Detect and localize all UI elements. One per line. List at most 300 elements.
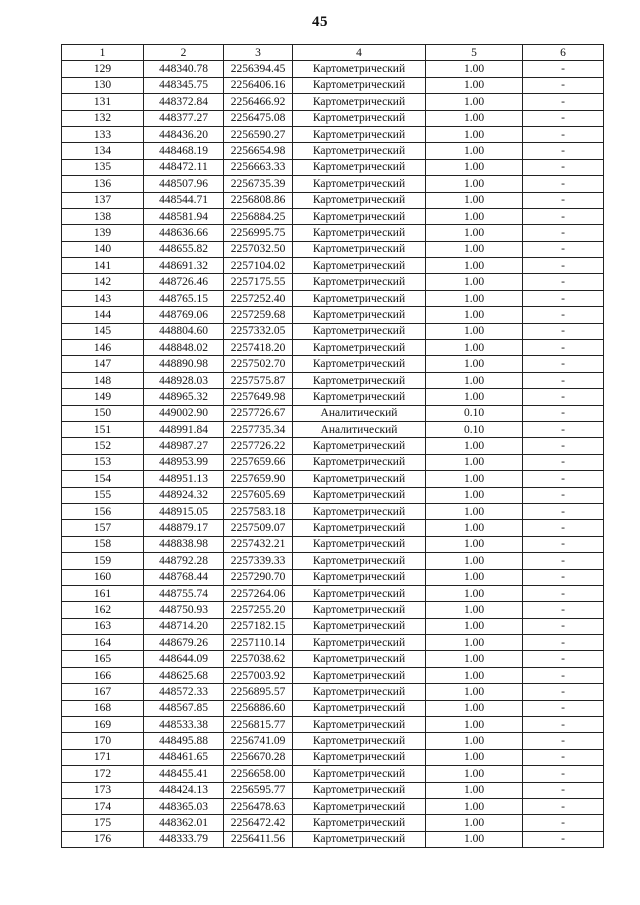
x-coordinate-cell: 448345.75 — [144, 77, 224, 93]
x-coordinate-cell: 448987.27 — [144, 438, 224, 454]
accuracy-cell: 1.00 — [426, 225, 523, 241]
description-cell: - — [523, 143, 604, 159]
method-cell: Картометрический — [293, 585, 426, 601]
y-coordinate-cell: 2256995.75 — [224, 225, 293, 241]
y-coordinate-cell: 2256658.00 — [224, 766, 293, 782]
accuracy-cell: 1.00 — [426, 438, 523, 454]
y-coordinate-cell: 2257290.70 — [224, 569, 293, 585]
description-cell: - — [523, 717, 604, 733]
y-coordinate-cell: 2257502.70 — [224, 356, 293, 372]
accuracy-cell: 1.00 — [426, 585, 523, 601]
y-coordinate-cell: 2257735.34 — [224, 421, 293, 437]
x-coordinate-cell: 448924.32 — [144, 487, 224, 503]
x-coordinate-cell: 448890.98 — [144, 356, 224, 372]
x-coordinate-cell: 448333.79 — [144, 831, 224, 847]
table-row — [62, 798, 604, 814]
method-cell: Картометрический — [293, 766, 426, 782]
point-number-cell: 131 — [62, 94, 144, 110]
y-coordinate-cell: 2257332.05 — [224, 323, 293, 339]
method-cell: Картометрический — [293, 536, 426, 552]
description-cell: - — [523, 77, 604, 93]
y-coordinate-cell: 2256886.60 — [224, 700, 293, 716]
point-number-cell: 132 — [62, 110, 144, 126]
point-number-cell: 165 — [62, 651, 144, 667]
x-coordinate-cell: 448691.32 — [144, 258, 224, 274]
description-cell: - — [523, 503, 604, 519]
y-coordinate-cell: 2256895.57 — [224, 684, 293, 700]
y-coordinate-cell: 2257726.67 — [224, 405, 293, 421]
x-coordinate-cell: 448655.82 — [144, 241, 224, 257]
accuracy-cell: 1.00 — [426, 176, 523, 192]
y-coordinate-cell: 2256741.09 — [224, 733, 293, 749]
method-cell: Картометрический — [293, 258, 426, 274]
method-cell: Картометрический — [293, 192, 426, 208]
table-body — [62, 61, 604, 848]
point-number-cell: 142 — [62, 274, 144, 290]
x-coordinate-cell: 448965.32 — [144, 389, 224, 405]
point-number-cell: 143 — [62, 290, 144, 306]
header-cell-2: 2 — [144, 45, 224, 61]
y-coordinate-cell: 2256411.56 — [224, 831, 293, 847]
y-coordinate-cell: 2257726.22 — [224, 438, 293, 454]
y-coordinate-cell: 2257003.92 — [224, 667, 293, 683]
accuracy-cell: 1.00 — [426, 684, 523, 700]
method-cell: Картометрический — [293, 602, 426, 618]
table-row — [62, 77, 604, 93]
accuracy-cell: 1.00 — [426, 553, 523, 569]
method-cell: Картометрический — [293, 471, 426, 487]
description-cell: - — [523, 635, 604, 651]
point-number-cell: 157 — [62, 520, 144, 536]
x-coordinate-cell: 448953.99 — [144, 454, 224, 470]
accuracy-cell: 1.00 — [426, 323, 523, 339]
description-cell: - — [523, 94, 604, 110]
point-number-cell: 164 — [62, 635, 144, 651]
description-cell: - — [523, 389, 604, 405]
table-row — [62, 159, 604, 175]
y-coordinate-cell: 2257418.20 — [224, 340, 293, 356]
description-cell: - — [523, 602, 604, 618]
point-number-cell: 161 — [62, 585, 144, 601]
method-cell: Картометрический — [293, 110, 426, 126]
table-row — [62, 733, 604, 749]
description-cell: - — [523, 307, 604, 323]
x-coordinate-cell: 448750.93 — [144, 602, 224, 618]
x-coordinate-cell: 448362.01 — [144, 815, 224, 831]
table-row — [62, 421, 604, 437]
header-cell-4: 4 — [293, 45, 426, 61]
x-coordinate-cell: 448581.94 — [144, 208, 224, 224]
point-number-cell: 175 — [62, 815, 144, 831]
table-row — [62, 258, 604, 274]
point-number-cell: 139 — [62, 225, 144, 241]
x-coordinate-cell: 448340.78 — [144, 61, 224, 77]
description-cell: - — [523, 290, 604, 306]
table-row — [62, 340, 604, 356]
table-row — [62, 389, 604, 405]
table-row — [62, 94, 604, 110]
table-row — [62, 192, 604, 208]
x-coordinate-cell: 448365.03 — [144, 798, 224, 814]
x-coordinate-cell: 448495.88 — [144, 733, 224, 749]
x-coordinate-cell: 448991.84 — [144, 421, 224, 437]
table-row — [62, 782, 604, 798]
x-coordinate-cell: 449002.90 — [144, 405, 224, 421]
method-cell: Картометрический — [293, 143, 426, 159]
accuracy-cell: 1.00 — [426, 831, 523, 847]
y-coordinate-cell: 2256466.92 — [224, 94, 293, 110]
description-cell: - — [523, 798, 604, 814]
point-number-cell: 162 — [62, 602, 144, 618]
coordinates-table — [61, 44, 604, 848]
table-row — [62, 536, 604, 552]
table-row — [62, 831, 604, 847]
table-row — [62, 553, 604, 569]
accuracy-cell: 1.00 — [426, 635, 523, 651]
table-row — [62, 651, 604, 667]
header-cell-5: 5 — [426, 45, 523, 61]
x-coordinate-cell: 448544.71 — [144, 192, 224, 208]
x-coordinate-cell: 448636.66 — [144, 225, 224, 241]
description-cell: - — [523, 749, 604, 765]
description-cell: - — [523, 126, 604, 142]
description-cell: - — [523, 782, 604, 798]
description-cell: - — [523, 61, 604, 77]
point-number-cell: 170 — [62, 733, 144, 749]
y-coordinate-cell: 2257649.98 — [224, 389, 293, 405]
point-number-cell: 152 — [62, 438, 144, 454]
method-cell: Картометрический — [293, 241, 426, 257]
description-cell: - — [523, 471, 604, 487]
method-cell: Аналитический — [293, 421, 426, 437]
x-coordinate-cell: 448879.17 — [144, 520, 224, 536]
method-cell: Картометрический — [293, 94, 426, 110]
method-cell: Картометрический — [293, 520, 426, 536]
table-row — [62, 635, 604, 651]
point-number-cell: 167 — [62, 684, 144, 700]
description-cell: - — [523, 569, 604, 585]
x-coordinate-cell: 448951.13 — [144, 471, 224, 487]
point-number-cell: 150 — [62, 405, 144, 421]
accuracy-cell: 1.00 — [426, 241, 523, 257]
method-cell: Картометрический — [293, 61, 426, 77]
header-cell-1: 1 — [62, 45, 144, 61]
point-number-cell: 149 — [62, 389, 144, 405]
x-coordinate-cell: 448372.84 — [144, 94, 224, 110]
y-coordinate-cell: 2256670.28 — [224, 749, 293, 765]
y-coordinate-cell: 2256654.98 — [224, 143, 293, 159]
description-cell: - — [523, 340, 604, 356]
table-row — [62, 717, 604, 733]
accuracy-cell: 1.00 — [426, 126, 523, 142]
table-row — [62, 684, 604, 700]
table-row — [62, 208, 604, 224]
method-cell: Аналитический — [293, 405, 426, 421]
description-cell: - — [523, 258, 604, 274]
description-cell: - — [523, 667, 604, 683]
point-number-cell: 141 — [62, 258, 144, 274]
accuracy-cell: 1.00 — [426, 618, 523, 634]
accuracy-cell: 1.00 — [426, 307, 523, 323]
method-cell: Картометрический — [293, 323, 426, 339]
method-cell: Картометрический — [293, 815, 426, 831]
method-cell: Картометрический — [293, 667, 426, 683]
table-row — [62, 307, 604, 323]
description-cell: - — [523, 520, 604, 536]
x-coordinate-cell: 448468.19 — [144, 143, 224, 159]
accuracy-cell: 1.00 — [426, 798, 523, 814]
y-coordinate-cell: 2257659.90 — [224, 471, 293, 487]
table-row — [62, 487, 604, 503]
method-cell: Картометрический — [293, 454, 426, 470]
x-coordinate-cell: 448768.44 — [144, 569, 224, 585]
method-cell: Картометрический — [293, 126, 426, 142]
accuracy-cell: 1.00 — [426, 274, 523, 290]
description-cell: - — [523, 192, 604, 208]
method-cell: Картометрический — [293, 782, 426, 798]
point-number-cell: 154 — [62, 471, 144, 487]
y-coordinate-cell: 2256394.45 — [224, 61, 293, 77]
method-cell: Картометрический — [293, 159, 426, 175]
x-coordinate-cell: 448792.28 — [144, 553, 224, 569]
table-row — [62, 454, 604, 470]
point-number-cell: 153 — [62, 454, 144, 470]
accuracy-cell: 1.00 — [426, 143, 523, 159]
table-row — [62, 110, 604, 126]
table-row — [62, 815, 604, 831]
description-cell: - — [523, 372, 604, 388]
point-number-cell: 130 — [62, 77, 144, 93]
description-cell: - — [523, 208, 604, 224]
accuracy-cell: 1.00 — [426, 700, 523, 716]
y-coordinate-cell: 2256663.33 — [224, 159, 293, 175]
point-number-cell: 129 — [62, 61, 144, 77]
y-coordinate-cell: 2257339.33 — [224, 553, 293, 569]
y-coordinate-cell: 2256590.27 — [224, 126, 293, 142]
accuracy-cell: 1.00 — [426, 77, 523, 93]
accuracy-cell: 1.00 — [426, 471, 523, 487]
y-coordinate-cell: 2256815.77 — [224, 717, 293, 733]
point-number-cell: 133 — [62, 126, 144, 142]
table-row — [62, 585, 604, 601]
y-coordinate-cell: 2257182.15 — [224, 618, 293, 634]
point-number-cell: 171 — [62, 749, 144, 765]
y-coordinate-cell: 2256478.63 — [224, 798, 293, 814]
table-row — [62, 520, 604, 536]
point-number-cell: 160 — [62, 569, 144, 585]
accuracy-cell: 1.00 — [426, 815, 523, 831]
table-row — [62, 356, 604, 372]
table-header — [62, 45, 604, 61]
accuracy-cell: 1.00 — [426, 503, 523, 519]
method-cell: Картометрический — [293, 340, 426, 356]
point-number-cell: 134 — [62, 143, 144, 159]
x-coordinate-cell: 448769.06 — [144, 307, 224, 323]
accuracy-cell: 1.00 — [426, 766, 523, 782]
method-cell: Картометрический — [293, 569, 426, 585]
accuracy-cell: 1.00 — [426, 192, 523, 208]
y-coordinate-cell: 2257605.69 — [224, 487, 293, 503]
description-cell: - — [523, 405, 604, 421]
y-coordinate-cell: 2257509.07 — [224, 520, 293, 536]
table-row — [62, 405, 604, 421]
y-coordinate-cell: 2257255.20 — [224, 602, 293, 618]
accuracy-cell: 1.00 — [426, 602, 523, 618]
description-cell: - — [523, 553, 604, 569]
point-number-cell: 155 — [62, 487, 144, 503]
method-cell: Картометрический — [293, 749, 426, 765]
x-coordinate-cell: 448567.85 — [144, 700, 224, 716]
point-number-cell: 137 — [62, 192, 144, 208]
method-cell: Картометрический — [293, 700, 426, 716]
x-coordinate-cell: 448507.96 — [144, 176, 224, 192]
point-number-cell: 138 — [62, 208, 144, 224]
description-cell: - — [523, 815, 604, 831]
x-coordinate-cell: 448915.05 — [144, 503, 224, 519]
x-coordinate-cell: 448572.33 — [144, 684, 224, 700]
description-cell: - — [523, 225, 604, 241]
y-coordinate-cell: 2257032.50 — [224, 241, 293, 257]
table-row — [62, 225, 604, 241]
table-row — [62, 749, 604, 765]
table-row — [62, 700, 604, 716]
table-row — [62, 176, 604, 192]
accuracy-cell: 0.10 — [426, 405, 523, 421]
method-cell: Картометрический — [293, 717, 426, 733]
point-number-cell: 174 — [62, 798, 144, 814]
y-coordinate-cell: 2256735.39 — [224, 176, 293, 192]
point-number-cell: 136 — [62, 176, 144, 192]
accuracy-cell: 1.00 — [426, 110, 523, 126]
method-cell: Картометрический — [293, 438, 426, 454]
description-cell: - — [523, 684, 604, 700]
y-coordinate-cell: 2256406.16 — [224, 77, 293, 93]
x-coordinate-cell: 448848.02 — [144, 340, 224, 356]
point-number-cell: 145 — [62, 323, 144, 339]
method-cell: Картометрический — [293, 290, 426, 306]
point-number-cell: 158 — [62, 536, 144, 552]
y-coordinate-cell: 2257264.06 — [224, 585, 293, 601]
table-row — [62, 667, 604, 683]
method-cell: Картометрический — [293, 274, 426, 290]
y-coordinate-cell: 2257104.02 — [224, 258, 293, 274]
point-number-cell: 173 — [62, 782, 144, 798]
y-coordinate-cell: 2257259.68 — [224, 307, 293, 323]
accuracy-cell: 1.00 — [426, 454, 523, 470]
x-coordinate-cell: 448625.68 — [144, 667, 224, 683]
method-cell: Картометрический — [293, 684, 426, 700]
y-coordinate-cell: 2257432.21 — [224, 536, 293, 552]
description-cell: - — [523, 323, 604, 339]
description-cell: - — [523, 733, 604, 749]
method-cell: Картометрический — [293, 651, 426, 667]
accuracy-cell: 1.00 — [426, 717, 523, 733]
method-cell: Картометрический — [293, 798, 426, 814]
method-cell: Картометрический — [293, 553, 426, 569]
page-number: 45 — [312, 14, 328, 30]
table-row — [62, 503, 604, 519]
accuracy-cell: 1.00 — [426, 61, 523, 77]
x-coordinate-cell: 448928.03 — [144, 372, 224, 388]
accuracy-cell: 1.00 — [426, 520, 523, 536]
method-cell: Картометрический — [293, 176, 426, 192]
table-row — [62, 372, 604, 388]
point-number-cell: 168 — [62, 700, 144, 716]
accuracy-cell: 1.00 — [426, 536, 523, 552]
y-coordinate-cell: 2257110.14 — [224, 635, 293, 651]
header-cell-3: 3 — [224, 45, 293, 61]
y-coordinate-cell: 2257038.62 — [224, 651, 293, 667]
point-number-cell: 151 — [62, 421, 144, 437]
table-row — [62, 471, 604, 487]
y-coordinate-cell: 2257252.40 — [224, 290, 293, 306]
description-cell: - — [523, 159, 604, 175]
point-number-cell: 172 — [62, 766, 144, 782]
x-coordinate-cell: 448679.26 — [144, 635, 224, 651]
description-cell: - — [523, 438, 604, 454]
method-cell: Картометрический — [293, 831, 426, 847]
x-coordinate-cell: 448455.41 — [144, 766, 224, 782]
accuracy-cell: 1.00 — [426, 749, 523, 765]
x-coordinate-cell: 448424.13 — [144, 782, 224, 798]
method-cell: Картометрический — [293, 487, 426, 503]
x-coordinate-cell: 448436.20 — [144, 126, 224, 142]
x-coordinate-cell: 448726.46 — [144, 274, 224, 290]
description-cell: - — [523, 487, 604, 503]
method-cell: Картометрический — [293, 635, 426, 651]
method-cell: Картометрический — [293, 225, 426, 241]
table-row — [62, 61, 604, 77]
method-cell: Картометрический — [293, 307, 426, 323]
x-coordinate-cell: 448714.20 — [144, 618, 224, 634]
y-coordinate-cell: 2257583.18 — [224, 503, 293, 519]
method-cell: Картометрический — [293, 503, 426, 519]
accuracy-cell: 1.00 — [426, 340, 523, 356]
x-coordinate-cell: 448644.09 — [144, 651, 224, 667]
point-number-cell: 166 — [62, 667, 144, 683]
accuracy-cell: 1.00 — [426, 258, 523, 274]
header-row — [62, 45, 604, 61]
x-coordinate-cell: 448533.38 — [144, 717, 224, 733]
y-coordinate-cell: 2256472.42 — [224, 815, 293, 831]
x-coordinate-cell: 448804.60 — [144, 323, 224, 339]
accuracy-cell: 1.00 — [426, 94, 523, 110]
point-number-cell: 147 — [62, 356, 144, 372]
method-cell: Картометрический — [293, 389, 426, 405]
y-coordinate-cell: 2256595.77 — [224, 782, 293, 798]
description-cell: - — [523, 700, 604, 716]
method-cell: Картометрический — [293, 208, 426, 224]
accuracy-cell: 1.00 — [426, 356, 523, 372]
point-number-cell: 176 — [62, 831, 144, 847]
accuracy-cell: 1.00 — [426, 487, 523, 503]
table-row — [62, 143, 604, 159]
accuracy-cell: 1.00 — [426, 208, 523, 224]
table-row — [62, 241, 604, 257]
x-coordinate-cell: 448755.74 — [144, 585, 224, 601]
description-cell: - — [523, 274, 604, 290]
x-coordinate-cell: 448377.27 — [144, 110, 224, 126]
accuracy-cell: 1.00 — [426, 372, 523, 388]
method-cell: Картометрический — [293, 733, 426, 749]
point-number-cell: 156 — [62, 503, 144, 519]
accuracy-cell: 1.00 — [426, 651, 523, 667]
accuracy-cell: 1.00 — [426, 667, 523, 683]
point-number-cell: 169 — [62, 717, 144, 733]
x-coordinate-cell: 448765.15 — [144, 290, 224, 306]
table-row — [62, 274, 604, 290]
description-cell: - — [523, 618, 604, 634]
